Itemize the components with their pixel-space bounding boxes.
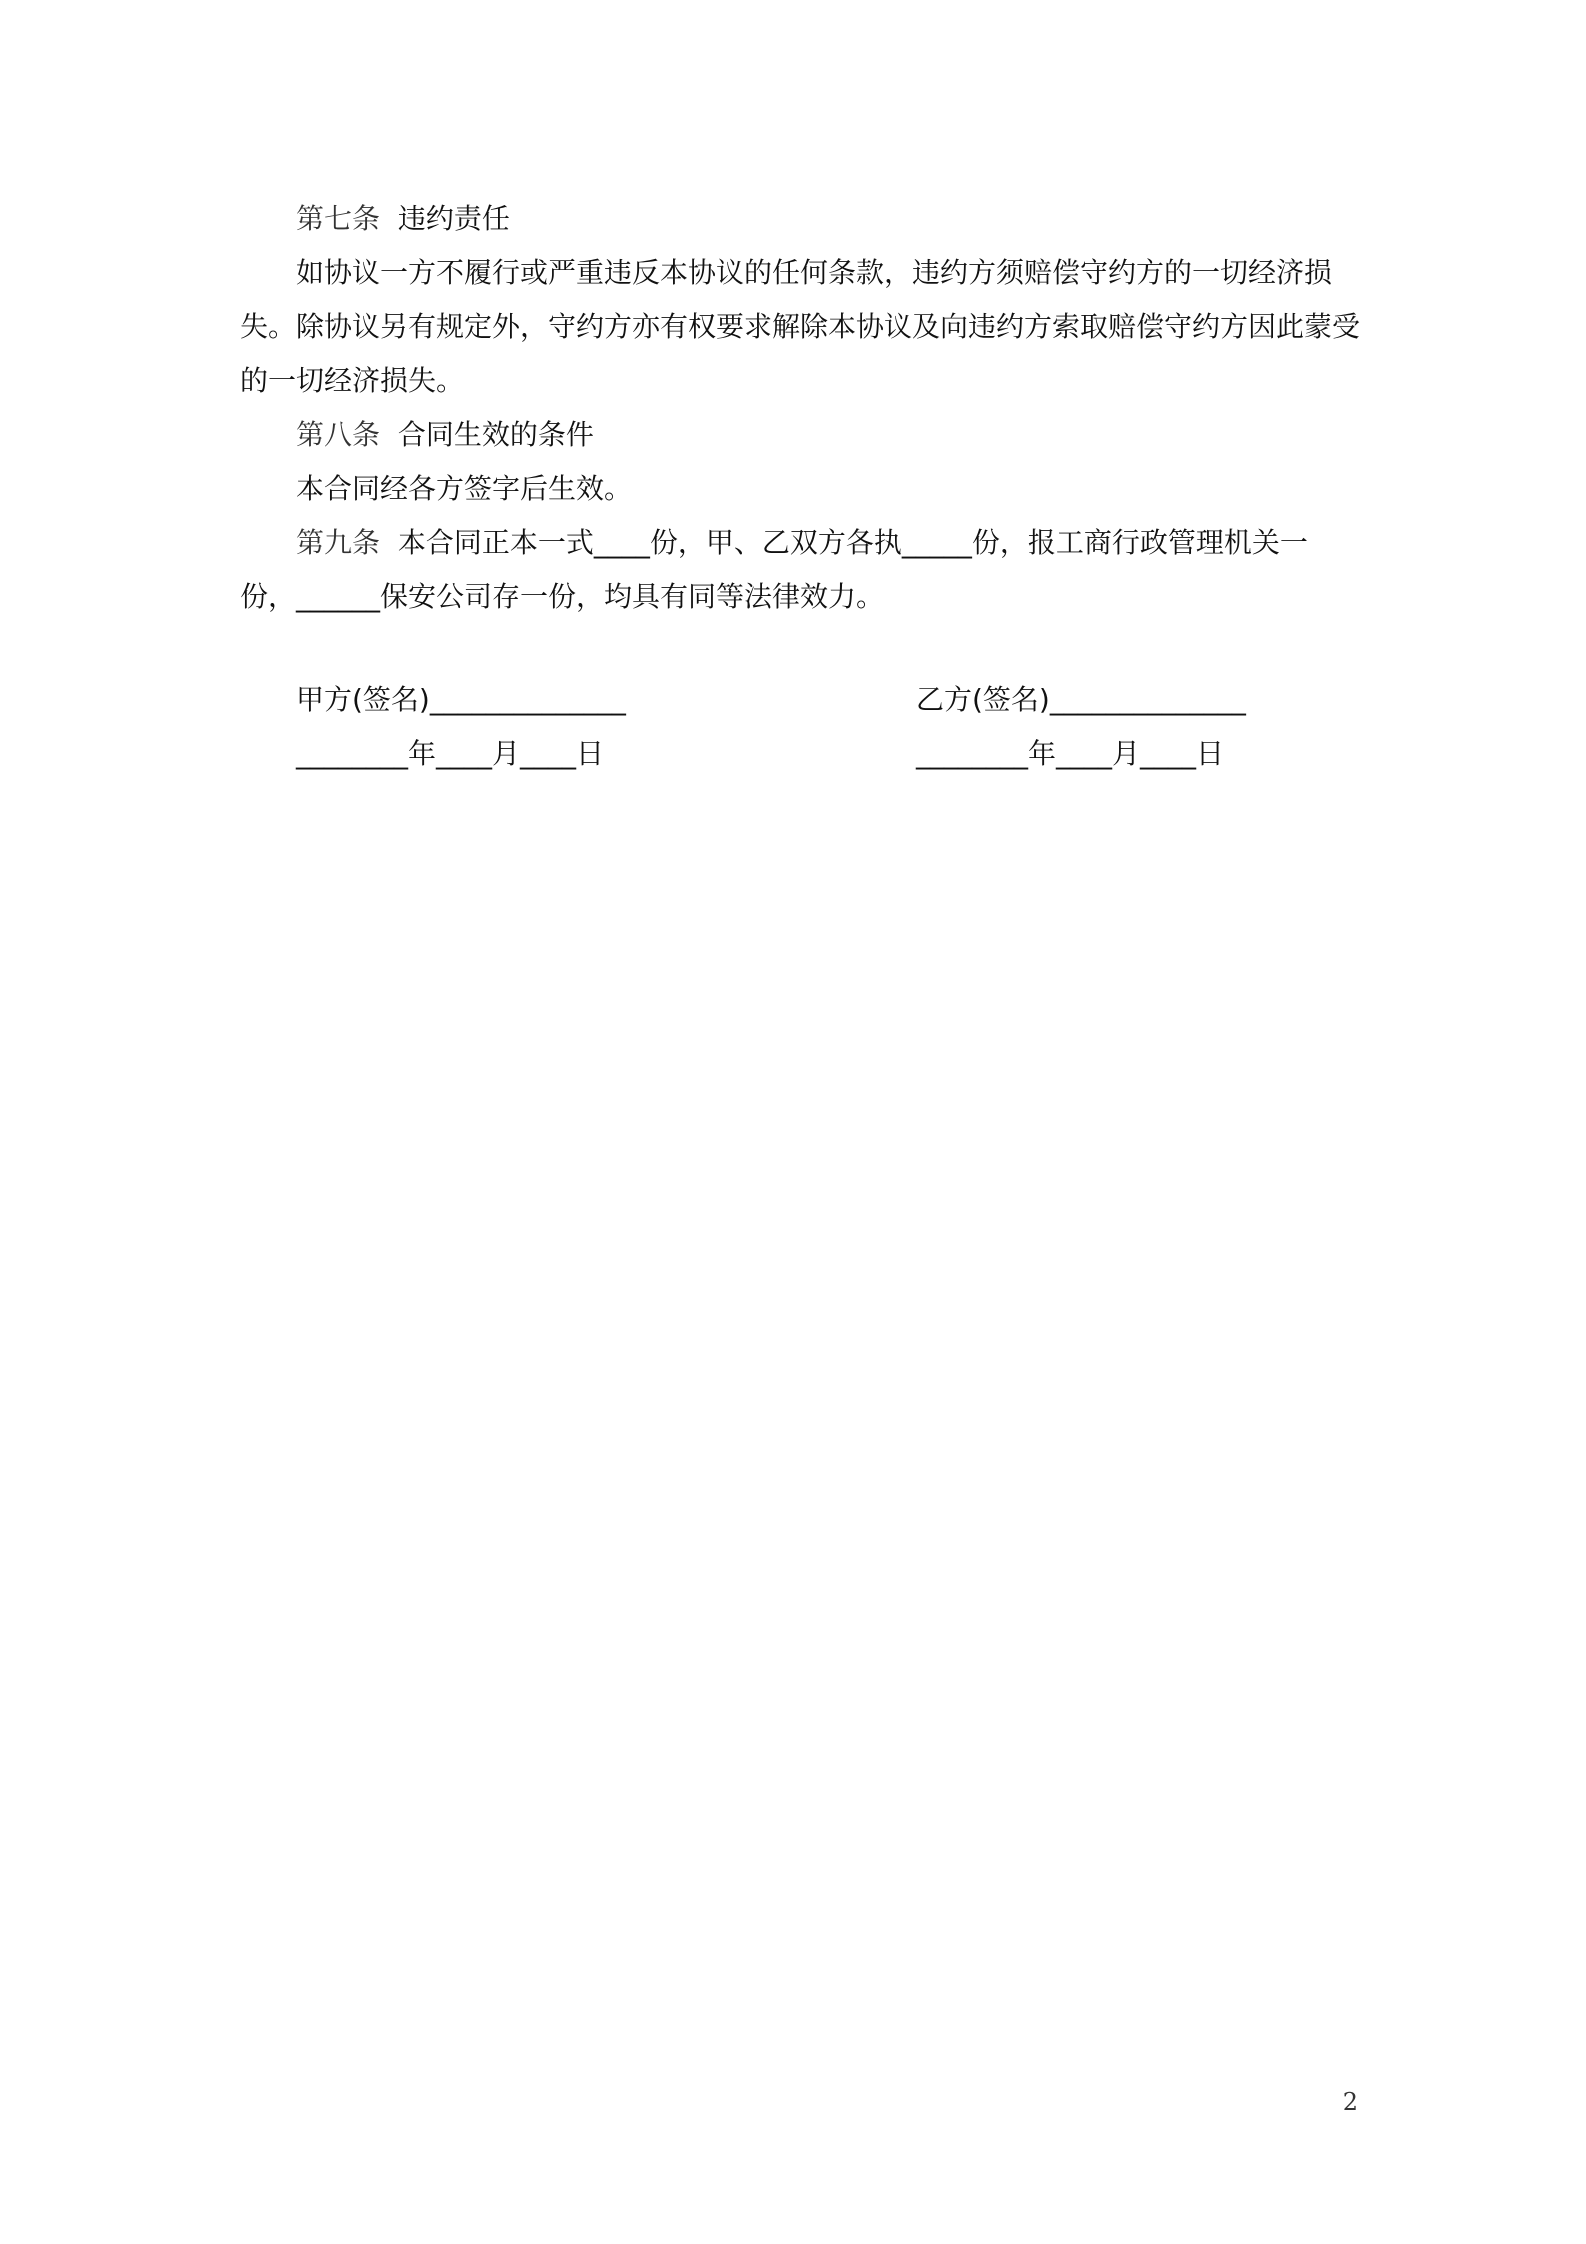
party-b-signature-line: 乙方(签名)______________ [916, 683, 1246, 716]
article-8-body: 本合同经各方签字后生效。 [296, 472, 633, 505]
article-8-title: 合同生效的条件 [397, 418, 594, 451]
article-9-label: 第九条 [296, 526, 381, 559]
article-8-label: 第八条 [296, 418, 381, 451]
article-9-body: 本合同正本一式____份，甲、乙双方各执_____份，报工商行政管理机关一份，______保安公司存一份，均具有同等法律效力。 [240, 526, 1308, 613]
article-7-body: 如协议一方不履行或严重违反本协议的任何条款，违约方须赔偿守约方的一切经济损失。除协议另有规定外，守约方亦有权要求解除本协议及向违约方索取赔偿守约方因此蒙受的一切经济损失。 [240, 256, 1361, 397]
article-7-heading [240, 192, 1360, 246]
page-number: 2 [1342, 2088, 1358, 2116]
article-7-label: 第七条 [296, 202, 381, 235]
article-7-title: 违约责任 [397, 202, 510, 235]
article-8-heading [240, 408, 1360, 462]
party-b-date-line: ________年____月____日 [916, 737, 1225, 770]
party-a-date-line: ________年____月____日 [296, 737, 605, 770]
party-a-signature-line: 甲方(签名)______________ [296, 683, 626, 716]
article-9 [240, 516, 1360, 624]
